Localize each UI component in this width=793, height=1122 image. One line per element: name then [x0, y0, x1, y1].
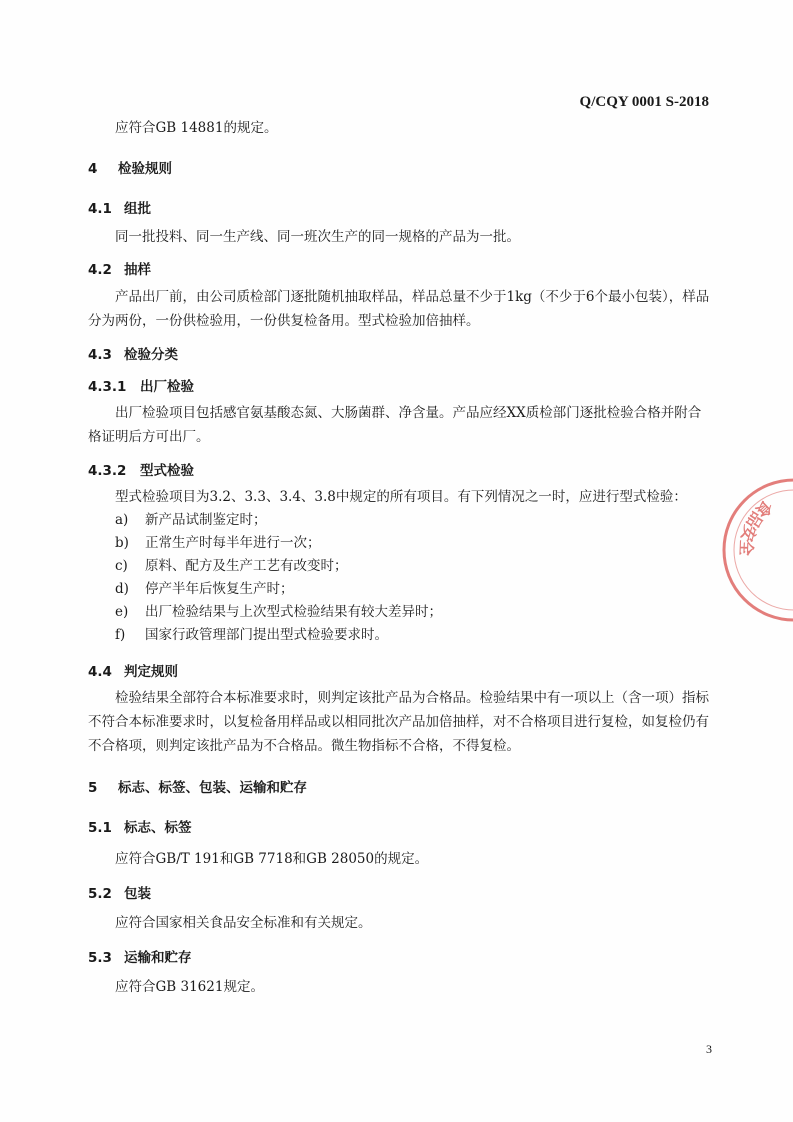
- document-body: [88, 116, 712, 999]
- section-number: 4.1: [88, 201, 112, 217]
- section-5-heading: [88, 776, 712, 796]
- section-title: 标志、标签、包装、运输和贮存: [118, 780, 307, 796]
- section-title: 组批: [124, 201, 151, 217]
- section-number: 5.2: [88, 886, 112, 902]
- section-title: 检验规则: [118, 161, 172, 177]
- svg-text:食品安全: [736, 496, 776, 556]
- list-text: 正常生产时每半年进行一次；: [145, 535, 321, 551]
- list-item: [88, 624, 712, 647]
- section-title: 运输和贮存: [124, 950, 192, 966]
- list-text: 新产品试制鉴定时；: [145, 512, 267, 528]
- list-marker: a): [115, 512, 129, 528]
- list-marker: f): [115, 627, 126, 643]
- section-4-3-1-text: 出厂检验项目包括感官氨基酸态氮、大肠菌群、净含量。产品应经XX质检部门逐批检验合格并附合格证明后方可出厂。: [88, 405, 702, 445]
- section-4-2-text: 产品出厂前，由公司质检部门逐批随机抽取样品，样品总量不少于1kg（不少于6个最小包装），样品分为两份，一份供检验用，一份供复检备用。型式检验加倍抽样。: [88, 289, 710, 329]
- section-title: 抽样: [124, 262, 151, 278]
- section-number: 4.2: [88, 262, 112, 278]
- section-number: 4.4: [88, 664, 112, 680]
- list-item: [88, 578, 712, 601]
- seal-text: 食品安全: [736, 496, 777, 557]
- intro-text: 应符合GB 14881的规定。: [115, 120, 278, 136]
- section-4-1-heading: [88, 197, 712, 217]
- section-4-4-heading: [88, 660, 712, 680]
- section-number: 5.3: [88, 950, 112, 966]
- section-5-2-heading: [88, 882, 712, 902]
- section-title: 判定规则: [124, 664, 178, 680]
- section-number: 4.3: [88, 347, 112, 363]
- standard-code: Q/CQY 0001 S-2018: [579, 94, 709, 110]
- list-item: [88, 555, 712, 578]
- section-5-3-text: 应符合GB 31621规定。: [115, 979, 264, 995]
- section-4-3-2-text: 型式检验项目为3.2、3.3、3.4、3.8中规定的所有项目。有下列情况之一时，应进行型式检验：: [115, 489, 687, 505]
- section-4-1-text: 同一批投料、同一生产线、同一班次生产的同一规格的产品为一批。: [115, 229, 520, 245]
- list-item: [88, 601, 712, 624]
- section-4-3-2-heading: [88, 459, 712, 479]
- section-4-2-heading: [88, 258, 712, 278]
- list-item: [88, 509, 712, 532]
- section-number: 4: [88, 161, 98, 177]
- section-5-1-heading: [88, 816, 712, 836]
- section-title: 检验分类: [124, 347, 178, 363]
- section-5-2-text: 应符合国家相关食品安全标准和有关规定。: [115, 915, 372, 931]
- section-4-3-1-heading: [88, 375, 712, 395]
- section-4-heading: [88, 157, 712, 177]
- page-number: 3: [706, 1042, 712, 1056]
- section-number: 4.3.2: [88, 463, 127, 479]
- list-text: 原料、配方及生产工艺有改变时；: [145, 558, 348, 574]
- section-number: 5.1: [88, 820, 112, 836]
- list-marker: e): [115, 604, 129, 620]
- section-5-3-heading: [88, 946, 712, 966]
- section-5-1-text: 应符合GB/T 191和GB 7718和GB 28050的规定。: [115, 851, 429, 867]
- list-marker: d): [115, 581, 129, 597]
- list-marker: b): [115, 535, 129, 551]
- section-title: 标志、标签: [124, 820, 192, 836]
- section-number: 5: [88, 780, 98, 796]
- section-4-4-text: 检验结果全部符合本标准要求时，则判定该批产品为合格品。检验结果中有一项以上（含一项）指标不符合本标准要求时，以复检备用样品或以相同批次产品加倍抽样，对不合格项目进行复检，如复检仍有不合格项，则判定该批产品为不合格品。微生物指标不合格，不得复检。: [88, 690, 709, 754]
- list-text: 出厂检验结果与上次型式检验结果有较大差异时；: [145, 604, 442, 620]
- section-title: 包装: [124, 886, 151, 902]
- section-4-3-heading: [88, 343, 712, 363]
- list-item: [88, 532, 712, 555]
- list-text: 国家行政管理部门提出型式检验要求时。: [145, 627, 388, 643]
- condition-list: [88, 509, 712, 647]
- official-seal-stamp: [706, 474, 793, 624]
- section-title: 型式检验: [140, 463, 194, 479]
- section-title: 出厂检验: [140, 379, 194, 395]
- list-marker: c): [115, 558, 128, 574]
- section-number: 4.3.1: [88, 379, 127, 395]
- list-text: 停产半年后恢复生产时；: [145, 581, 294, 597]
